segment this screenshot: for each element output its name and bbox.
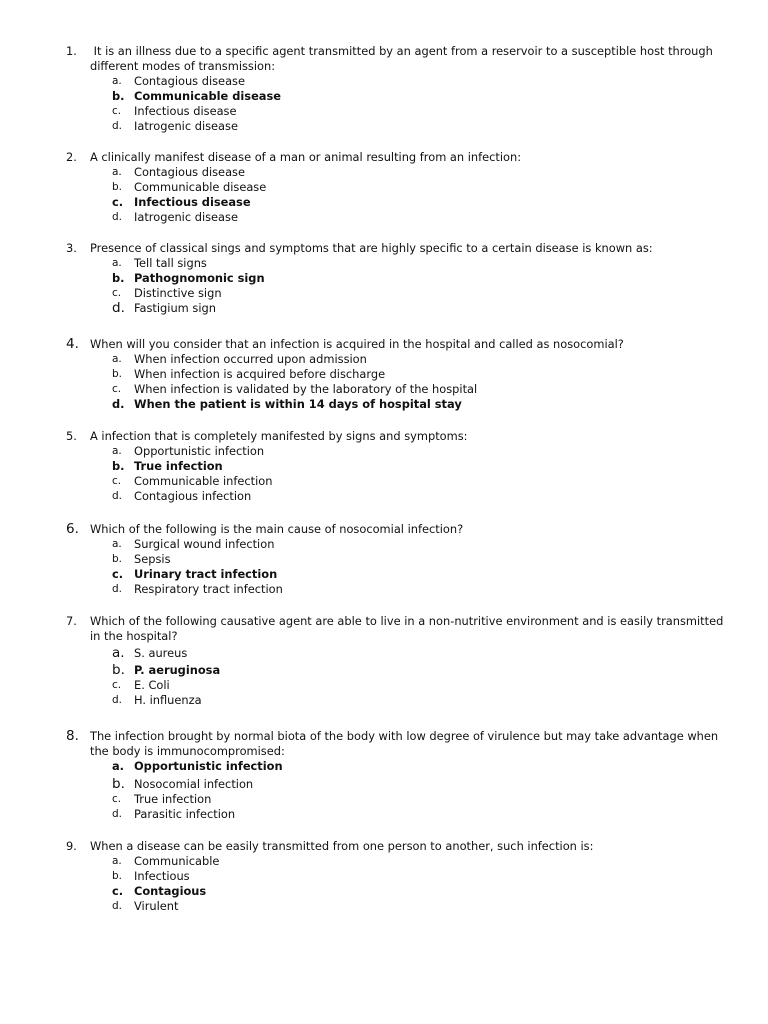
question-text: A clinically manifest disease of a man or animal resulting from an infection: xyxy=(90,150,522,164)
option-letter: d. xyxy=(112,900,123,912)
question-number: 3. xyxy=(66,241,77,255)
option-b xyxy=(112,367,726,382)
option-letter: d. xyxy=(112,694,123,706)
option-letter: a. xyxy=(112,445,122,457)
option-letter: c. xyxy=(112,383,122,395)
option-text: Infectious disease xyxy=(134,195,251,209)
option-c xyxy=(112,286,726,301)
option-letter: c. xyxy=(112,475,122,487)
option-text: Distinctive sign xyxy=(134,286,222,300)
question-4 xyxy=(66,337,726,412)
option-text: Sepsis xyxy=(134,552,171,566)
option-letter: a. xyxy=(112,353,122,365)
question-text: When a disease can be easily transmitted from one person to another, such infection is: xyxy=(90,839,594,853)
question-number: 1. xyxy=(66,44,77,58)
option-a xyxy=(112,74,726,89)
option-letter: b. xyxy=(112,870,123,882)
option-letter: d. xyxy=(112,397,125,411)
option-text: H. influenza xyxy=(134,693,202,707)
option-d xyxy=(112,489,726,504)
option-letter: b. xyxy=(112,553,123,565)
option-c-correct xyxy=(112,884,726,899)
option-text: True infection xyxy=(134,459,223,473)
option-text: Iatrogenic disease xyxy=(134,210,238,224)
option-d xyxy=(112,899,726,914)
option-text: Infectious disease xyxy=(134,104,237,118)
option-text: S. aureus xyxy=(134,646,188,660)
option-text: Respiratory tract infection xyxy=(134,582,283,596)
option-letter: b. xyxy=(112,662,125,678)
option-letter: b. xyxy=(112,776,125,792)
option-c-correct xyxy=(112,195,726,210)
option-text: Contagious xyxy=(134,884,207,898)
option-text: True infection xyxy=(134,792,212,806)
option-text: Contagious infection xyxy=(134,489,252,503)
option-b-correct xyxy=(112,663,726,678)
option-a xyxy=(112,352,726,367)
option-d xyxy=(112,119,726,134)
option-text: Opportunistic infection xyxy=(134,759,283,773)
option-c xyxy=(112,104,726,119)
option-letter: c. xyxy=(112,287,122,299)
option-text: Communicable infection xyxy=(134,474,273,488)
question-number: 9. xyxy=(66,839,77,853)
option-text: Tell tall signs xyxy=(134,256,207,270)
option-letter: a. xyxy=(112,855,122,867)
question-text: When will you consider that an infection is acquired in the hospital and called as nosocomial? xyxy=(90,337,624,351)
option-letter: b. xyxy=(112,459,125,473)
option-c xyxy=(112,382,726,397)
question-1 xyxy=(66,44,726,134)
option-text: Iatrogenic disease xyxy=(134,119,238,133)
option-c-correct xyxy=(112,567,726,582)
question-number: 4. xyxy=(66,336,79,352)
question-5 xyxy=(66,429,726,504)
option-letter: b. xyxy=(112,368,123,380)
question-number: 8. xyxy=(66,728,79,744)
option-letter: a. xyxy=(112,759,125,773)
option-c xyxy=(112,792,726,807)
option-d xyxy=(112,210,726,225)
question-3 xyxy=(66,241,726,316)
option-letter: c. xyxy=(112,105,122,117)
option-text: When infection occurred upon admission xyxy=(134,352,367,366)
option-b xyxy=(112,552,726,567)
option-a xyxy=(112,256,726,271)
option-d xyxy=(112,582,726,597)
option-text: Virulent xyxy=(134,899,179,913)
option-b-correct xyxy=(112,271,726,286)
option-c xyxy=(112,474,726,489)
option-text: Fastigium sign xyxy=(134,301,216,315)
question-text: A infection that is completely manifested by signs and symptoms: xyxy=(90,429,468,443)
option-a xyxy=(112,444,726,459)
option-text: Surgical wound infection xyxy=(134,537,275,551)
option-b xyxy=(112,777,726,792)
option-letter: d. xyxy=(112,211,123,223)
option-letter: c. xyxy=(112,679,122,691)
option-text: Nosocomial infection xyxy=(134,777,254,791)
option-letter: b. xyxy=(112,271,125,285)
option-letter: a. xyxy=(112,166,122,178)
question-8 xyxy=(66,729,726,822)
question-number: 5. xyxy=(66,429,77,443)
option-letter: a. xyxy=(112,257,122,269)
option-letter: d. xyxy=(112,300,125,316)
question-2 xyxy=(66,150,726,225)
option-a xyxy=(112,537,726,552)
option-text: Opportunistic infection xyxy=(134,444,265,458)
question-7 xyxy=(66,614,726,708)
option-text: When infection is validated by the laboratory of the hospital xyxy=(134,382,478,396)
question-text: It is an illness due to a specific agent transmitted by an agent from a reservoir to a susceptible host through different modes of transmission: xyxy=(90,44,717,73)
option-letter: a. xyxy=(112,645,125,661)
option-a xyxy=(112,646,726,661)
question-number: 7. xyxy=(66,614,77,628)
option-text: Infectious xyxy=(134,869,190,883)
option-text: When the patient is within 14 days of hospital stay xyxy=(134,397,462,411)
option-letter: d. xyxy=(112,490,123,502)
option-d xyxy=(112,693,726,708)
option-letter: c. xyxy=(112,884,124,898)
option-text: Communicable disease xyxy=(134,89,281,103)
option-text: E. Coli xyxy=(134,678,170,692)
option-b-correct xyxy=(112,89,726,104)
option-letter: b. xyxy=(112,181,123,193)
option-letter: d. xyxy=(112,808,123,820)
option-letter: b. xyxy=(112,89,125,103)
option-b xyxy=(112,869,726,884)
question-text: Presence of classical sings and symptoms that are highly specific to a certain disease is known as: xyxy=(90,241,653,255)
option-text: Communicable xyxy=(134,854,220,868)
option-letter: d. xyxy=(112,583,123,595)
option-text: Pathognomonic sign xyxy=(134,271,265,285)
question-number: 2. xyxy=(66,150,77,164)
question-text: The infection brought by normal biota of the body with low degree of virulence but may take advantage when the body is immunocompromised: xyxy=(90,729,719,758)
option-text: Urinary tract infection xyxy=(134,567,278,581)
option-b xyxy=(112,180,726,195)
option-text: Contagious disease xyxy=(134,165,245,179)
option-letter: c. xyxy=(112,567,124,581)
option-c xyxy=(112,678,726,693)
option-letter: a. xyxy=(112,538,122,550)
option-text: Contagious disease xyxy=(134,74,245,88)
option-text: When infection is acquired before discharge xyxy=(134,367,386,381)
option-d-correct xyxy=(112,397,726,412)
question-6 xyxy=(66,522,726,597)
option-a xyxy=(112,854,726,869)
option-b-correct xyxy=(112,459,726,474)
question-text: Which of the following causative agent are able to live in a non-nutritive environment and is easily transmitted in the hospital? xyxy=(90,614,724,643)
option-text: Communicable disease xyxy=(134,180,267,194)
option-letter: d. xyxy=(112,120,123,132)
option-a xyxy=(112,165,726,180)
option-a-correct xyxy=(112,759,726,774)
question-text: Which of the following is the main cause of nosocomial infection? xyxy=(90,522,464,536)
option-d xyxy=(112,301,726,316)
question-number: 6. xyxy=(66,521,79,537)
question-9 xyxy=(66,839,726,914)
option-text: Parasitic infection xyxy=(134,807,236,821)
option-letter: c. xyxy=(112,195,124,209)
option-text: P. aeruginosa xyxy=(134,663,221,677)
option-d xyxy=(112,807,726,822)
option-letter: c. xyxy=(112,793,122,805)
option-letter: a. xyxy=(112,75,122,87)
